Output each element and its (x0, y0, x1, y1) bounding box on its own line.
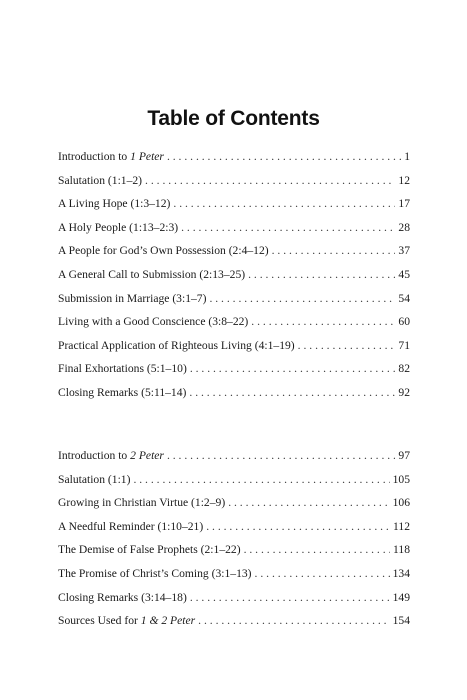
toc-entry-page-number: 112 (393, 519, 410, 533)
toc-entry[interactable] (58, 194, 410, 218)
toc-entry-title-text: Final Exhortations (5:1–10) (58, 362, 187, 376)
toc-entry-title-text: Practical Application of Righteous Living (4:1–19) (58, 338, 295, 352)
toc-entry[interactable] (58, 517, 410, 541)
toc-entry[interactable] (58, 383, 410, 407)
toc-entry-page-number: 71 (398, 338, 410, 352)
toc-entry-page-number: 60 (398, 315, 410, 329)
toc-entry[interactable] (58, 470, 410, 494)
toc-entry[interactable] (58, 446, 410, 470)
toc-entry-page-number: 97 (398, 449, 410, 462)
dot-leader (255, 564, 390, 584)
toc-entry-title (58, 383, 186, 403)
toc-entry-book-name: 1 & 2 Peter (140, 614, 196, 628)
toc-entry-title (58, 312, 248, 332)
dot-leader (228, 493, 389, 513)
toc-entry[interactable] (58, 611, 410, 635)
toc-entry-page-number: 105 (392, 472, 410, 486)
toc-entry-title-text: Closing Remarks (5:11–14) (58, 385, 187, 399)
dot-leader (167, 147, 401, 167)
toc-entry-page-number: 28 (398, 220, 410, 234)
dot-leader (173, 194, 395, 214)
toc-entry-title (58, 218, 178, 238)
toc-entry-title (58, 194, 170, 214)
dot-leader (251, 312, 395, 332)
toc-entry[interactable] (58, 540, 410, 564)
toc-entry-title-text: A People for God’s Own Possession (2:4–12) (58, 244, 269, 258)
toc-entry[interactable] (58, 359, 410, 383)
toc-entry-title-text: A Holy People (1:13–2:3) (58, 220, 179, 234)
toc-entry-page-number: 17 (398, 197, 410, 211)
toc-entry-title (58, 147, 164, 167)
toc-entry-page-number: 118 (393, 543, 410, 557)
toc-entry-title-text: A General Call to Submission (2:13–25) (58, 267, 246, 281)
toc-entry[interactable] (58, 289, 410, 313)
toc-entry-title-text: Growing in Christian Virtue (1:2–9) (58, 496, 226, 510)
toc-entry-title (58, 470, 130, 490)
toc-entry-title (58, 493, 225, 513)
toc-entry-title-text: Sources Used for (58, 614, 141, 628)
toc-entry[interactable] (58, 336, 410, 360)
toc-entry-title (58, 171, 142, 191)
dot-leader (248, 265, 395, 285)
toc-entry-page-number: 54 (398, 291, 410, 305)
dot-leader (145, 171, 395, 191)
dot-leader (244, 540, 390, 560)
dot-leader (272, 241, 396, 261)
toc-entry-page-number: 106 (392, 496, 410, 510)
toc-entry-title-text: Submission in Marriage (3:1–7) (58, 291, 207, 305)
toc-entry-title (58, 517, 203, 537)
toc-entry-page-number: 12 (398, 173, 410, 187)
dot-leader (189, 383, 395, 403)
toc-entry-title-text: Introduction to (58, 449, 131, 462)
toc-entry[interactable] (58, 171, 410, 195)
toc-entry[interactable] (58, 218, 410, 242)
dot-leader (167, 446, 395, 466)
page-title: Table of Contents (147, 107, 320, 130)
toc-entry-page-number: 92 (398, 385, 410, 399)
toc-entry-title-text: The Demise of False Prophets (2:1–22) (58, 543, 241, 557)
toc-entry-book-name: 1 Peter (130, 150, 164, 163)
toc-entry[interactable] (58, 564, 410, 588)
toc-entry-title (58, 611, 195, 631)
dot-leader (181, 218, 395, 238)
toc-entry-page-number: 154 (392, 614, 410, 628)
toc-entry-title-text: Living with a Good Conscience (3:8–22) (58, 315, 249, 329)
toc-entry[interactable] (58, 588, 410, 612)
toc-entry-page-number: 134 (392, 566, 410, 580)
toc-entry-title (58, 241, 269, 261)
toc-entry-title-text: Salutation (1:1–2) (58, 173, 143, 187)
toc-entry-title (58, 359, 187, 379)
toc-entry-title-text: Salutation (1:1) (58, 472, 131, 486)
dot-leader (190, 588, 390, 608)
toc-entry-title (58, 289, 206, 309)
toc-entry-page-number: 45 (398, 267, 410, 281)
dot-leader (198, 611, 389, 631)
toc-entry-title-text: Closing Remarks (3:14–18) (58, 590, 187, 604)
dot-leader (298, 336, 396, 356)
toc-entry-book-name: 2 Peter (130, 449, 164, 462)
toc-section-1-peter (58, 147, 410, 407)
toc-section-2-peter (58, 446, 410, 635)
dot-leader (190, 359, 396, 379)
toc-entry-title (58, 336, 295, 356)
toc-entry-title-text: A Needful Reminder (1:10–21) (58, 519, 204, 533)
toc-entry-title (58, 588, 187, 608)
toc-entry-page-number: 37 (398, 244, 410, 258)
toc-entry[interactable] (58, 241, 410, 265)
dot-leader (209, 289, 395, 309)
toc-entry-title-text: A Living Hope (1:3–12) (58, 197, 171, 211)
toc-entry-title-text: The Promise of Christ’s Coming (3:1–13) (58, 566, 252, 580)
toc-entry[interactable] (58, 493, 410, 517)
dot-leader (206, 517, 390, 537)
toc-entry-title (58, 564, 252, 584)
toc-entry[interactable] (58, 312, 410, 336)
toc-entry-page-number: 82 (398, 362, 410, 376)
toc-entry-title (58, 446, 164, 466)
toc-entry-title-text: Introduction to (58, 150, 131, 163)
dot-leader (133, 470, 389, 490)
toc-entry-page-number: 1 (404, 150, 410, 163)
toc-entry-title (58, 540, 241, 560)
toc-entry[interactable] (58, 265, 410, 289)
toc-entry-title (58, 265, 245, 285)
toc-entry-page-number: 149 (392, 590, 410, 604)
toc-entry[interactable] (58, 147, 410, 171)
